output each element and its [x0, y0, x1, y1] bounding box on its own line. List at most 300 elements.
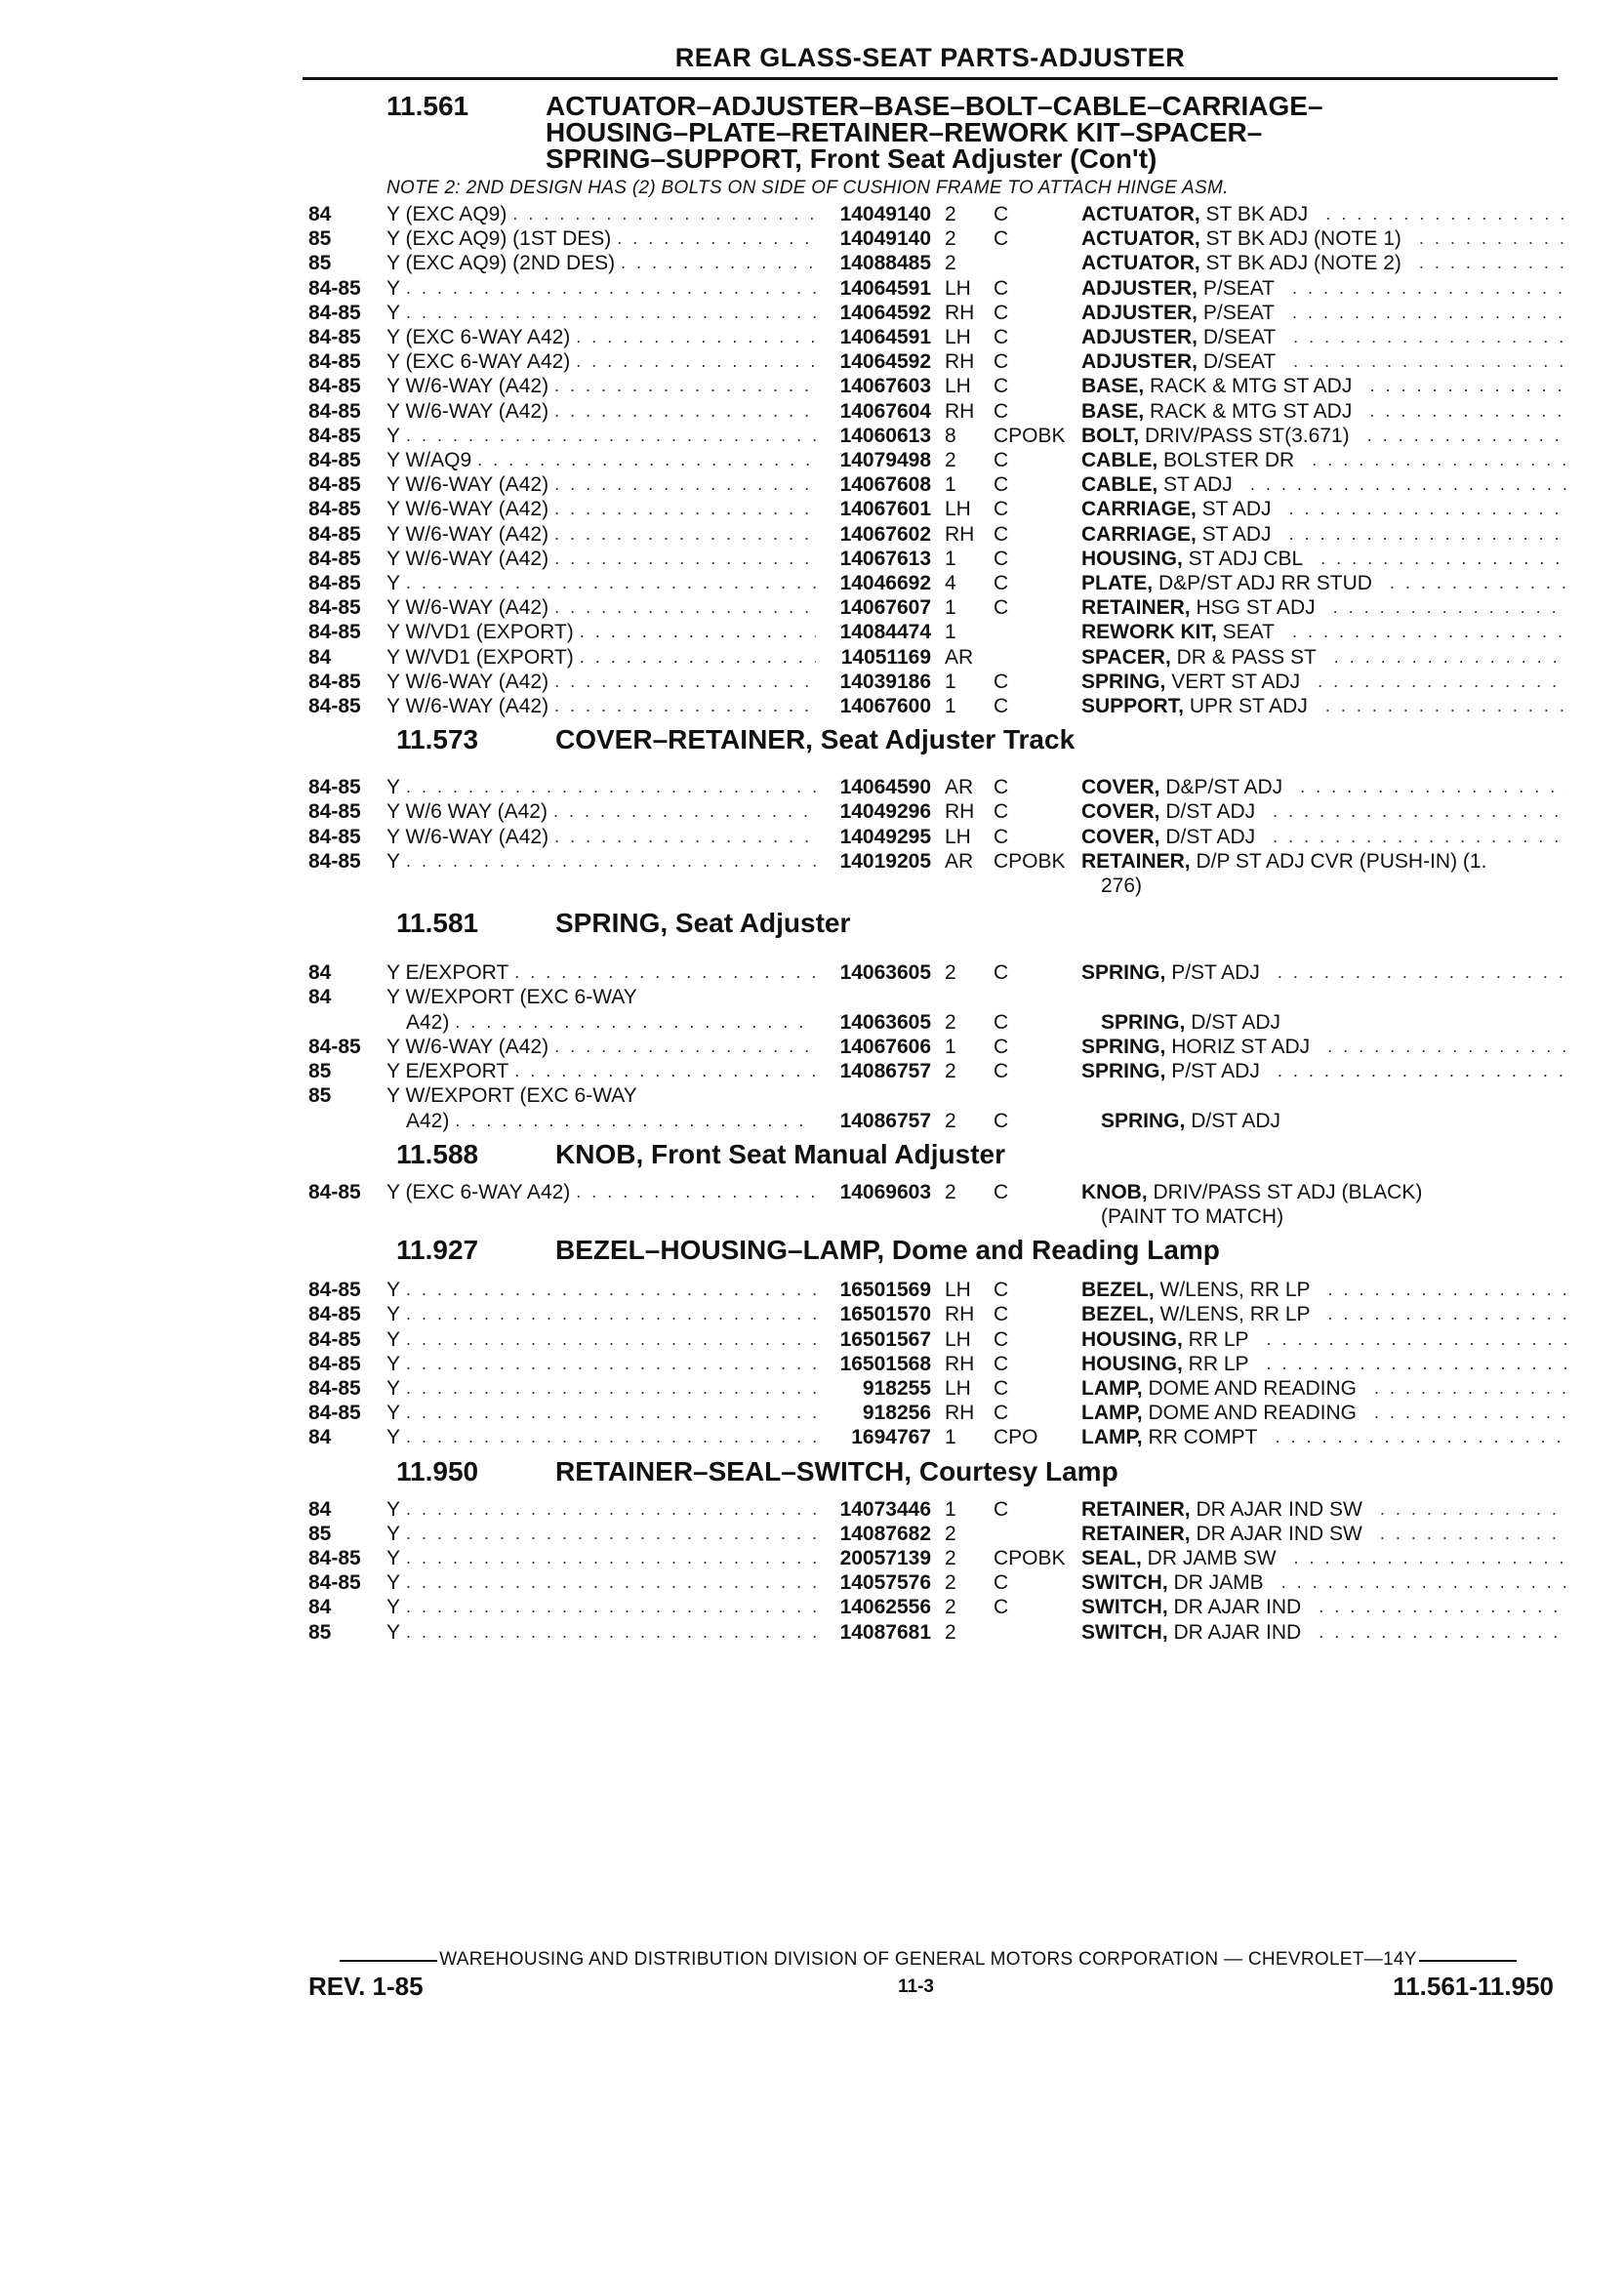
model-year: 84	[308, 203, 332, 225]
class-code: C	[994, 449, 1009, 472]
vehicle-model	[386, 472, 816, 497]
class-code: C	[994, 203, 1009, 225]
vehicle-model	[386, 825, 816, 849]
part-row	[308, 301, 1567, 325]
part-description-text	[1081, 825, 1255, 849]
quantity: 2	[945, 203, 956, 225]
model-year: 84-85	[308, 350, 361, 374]
part-number: 14049295	[839, 825, 931, 848]
quantity: 2	[945, 1522, 956, 1545]
model-year	[308, 1109, 386, 1133]
vehicle-model-text: Y E/EXPORT	[386, 961, 509, 985]
part-description	[1081, 849, 1567, 874]
class-code: C	[994, 1402, 1009, 1425]
part-row	[308, 472, 1567, 497]
model-year: 84-85	[308, 276, 361, 300]
part-row	[308, 349, 1567, 374]
vehicle-model-text: Y	[386, 849, 401, 873]
vehicle-model	[386, 1278, 816, 1302]
part-row	[308, 547, 1567, 571]
leader-dots	[406, 1497, 816, 1522]
part-row	[308, 1327, 1567, 1352]
model-year: 84	[308, 986, 332, 1009]
quantity: AR	[945, 776, 974, 799]
section-title: SPRING, Seat Adjuster	[555, 908, 851, 939]
model-year: 84-85	[308, 1035, 361, 1058]
part-row	[308, 694, 1567, 718]
model-year: 84-85	[308, 596, 361, 620]
vehicle-model	[386, 374, 816, 398]
parts-list	[308, 1180, 1567, 1229]
model-year: 84-85	[308, 326, 361, 349]
part-description	[1081, 424, 1567, 448]
part-number: 14064590	[839, 776, 931, 799]
part-row	[308, 670, 1567, 694]
part-description-text	[1101, 1109, 1280, 1133]
vehicle-model-text: Y W/6-WAY (A42)	[386, 375, 549, 398]
leader-dots	[406, 424, 816, 448]
quantity: 8	[945, 424, 956, 447]
part-description-text	[1081, 1595, 1301, 1619]
leader-dots	[406, 1352, 816, 1376]
vehicle-model	[386, 670, 816, 694]
class-code: CPOBK	[994, 424, 1066, 447]
section-title: KNOB, Front Seat Manual Adjuster	[555, 1138, 1006, 1169]
part-detail: ST ADJ	[1196, 498, 1272, 521]
part-description-text	[1081, 960, 1260, 985]
vehicle-model	[386, 1401, 816, 1425]
part-name: SPRING,	[1101, 1010, 1186, 1034]
part-row	[308, 1595, 1567, 1619]
quantity: 1	[945, 1497, 956, 1521]
part-row	[308, 1010, 1567, 1035]
class-code	[994, 1204, 1081, 1229]
part-description	[1081, 276, 1567, 301]
leader-dots	[1273, 825, 1567, 849]
quantity: 2	[945, 961, 956, 985]
vehicle-model-text: A42)	[406, 1010, 450, 1034]
vehicle-model-text: Y	[386, 1303, 401, 1326]
part-name: RETAINER,	[1081, 596, 1191, 620]
leader-dots	[1292, 301, 1567, 325]
part-row	[308, 399, 1567, 424]
leader-dots	[1419, 251, 1567, 275]
part-row	[308, 1522, 1567, 1546]
part-description	[1081, 1059, 1567, 1083]
class-code	[994, 1620, 1081, 1645]
part-description	[1081, 301, 1567, 325]
vehicle-model	[386, 1302, 816, 1326]
footer-rule-right	[1419, 1960, 1517, 1962]
quantity: 2	[945, 1620, 956, 1644]
vehicle-model-text: Y	[386, 1571, 401, 1595]
part-description	[1081, 1109, 1567, 1133]
vehicle-model-text: Y E/EXPORT	[386, 1060, 509, 1083]
leader-dots	[554, 595, 816, 620]
quantity: 1	[945, 1035, 956, 1058]
model-year: 84-85	[308, 1402, 361, 1425]
part-name: ACTUATOR,	[1081, 203, 1200, 225]
part-description-text	[1081, 620, 1275, 644]
vehicle-model-text: Y	[386, 1620, 401, 1644]
quantity: 2	[945, 1060, 956, 1083]
part-row	[308, 1083, 1567, 1108]
model-year: 84	[308, 961, 332, 985]
part-description	[1081, 799, 1567, 824]
vehicle-model-text: Y	[386, 424, 401, 447]
model-year: 85	[308, 1522, 332, 1545]
part-row	[308, 1059, 1567, 1083]
part-row	[308, 775, 1567, 799]
part-name: SPRING,	[1081, 1035, 1166, 1058]
class-code: C	[994, 399, 1009, 423]
part-name: SWITCH,	[1081, 1596, 1168, 1619]
parts-list	[308, 775, 1567, 898]
vehicle-model	[386, 1425, 816, 1449]
part-detail: ST BK ADJ (NOTE 1)	[1199, 227, 1401, 251]
part-row	[308, 1278, 1567, 1302]
model-year: 84-85	[308, 849, 361, 873]
part-name: HOUSING,	[1081, 547, 1183, 570]
part-description	[1081, 874, 1567, 898]
quantity: 1	[945, 1426, 956, 1449]
part-description	[1081, 472, 1567, 497]
class-code: C	[994, 572, 1009, 595]
quantity: 2	[945, 1571, 956, 1595]
quantity: 1	[945, 547, 956, 570]
quantity: 2	[945, 449, 956, 472]
leader-dots	[1273, 799, 1567, 824]
part-detail: DR AJAR IND	[1167, 1596, 1302, 1619]
part-detail: ST BK ADJ	[1199, 203, 1309, 225]
class-code: C	[994, 227, 1009, 251]
class-code: C	[994, 776, 1009, 799]
model-year: 84-85	[308, 776, 361, 799]
class-code: C	[994, 1376, 1009, 1400]
vehicle-model	[386, 1109, 816, 1133]
part-name: BASE,	[1081, 375, 1145, 398]
vehicle-model	[386, 1204, 816, 1229]
part-detail: RR COMPT	[1142, 1426, 1258, 1449]
leader-dots	[617, 226, 816, 251]
part-description-text	[1081, 670, 1300, 694]
part-number: 14086757	[839, 1109, 931, 1132]
footer-section-range: 11.561-11.950	[1393, 1972, 1554, 2001]
leader-dots	[1267, 1327, 1567, 1352]
class-code: C	[994, 1352, 1009, 1375]
part-description-text	[1081, 547, 1303, 571]
part-description-text	[1081, 276, 1275, 301]
part-number: 16501567	[839, 1327, 931, 1351]
leader-dots	[554, 1035, 816, 1059]
vehicle-model	[386, 547, 816, 571]
part-number: 14019205	[839, 849, 931, 873]
part-detail: P/SEAT	[1198, 276, 1275, 300]
leader-dots	[1293, 349, 1567, 374]
section-note: NOTE 2: 2ND DESIGN HAS (2) BOLTS ON SIDE OF CUSHION FRAME TO ATTACH HINGE ASM.	[386, 178, 1229, 198]
part-number: 14067608	[839, 473, 931, 497]
quantity: AR	[945, 645, 974, 669]
part-detail: RR LP	[1182, 1327, 1249, 1351]
leader-dots	[554, 694, 816, 718]
part-number: 14060613	[839, 424, 931, 447]
part-description-text	[1081, 1180, 1422, 1204]
leader-dots	[1333, 595, 1567, 620]
part-number: 14087682	[839, 1522, 931, 1545]
part-name: SPRING,	[1081, 1060, 1166, 1083]
part-row	[308, 202, 1567, 226]
part-description	[1081, 547, 1567, 571]
part-name: SUPPORT,	[1081, 695, 1185, 718]
part-number	[808, 874, 945, 898]
part-description-text	[1081, 1522, 1362, 1546]
part-number: 16501570	[839, 1303, 931, 1326]
leader-dots	[554, 374, 816, 398]
part-detail: D/ST ADJ	[1185, 1010, 1280, 1034]
part-name: ADJUSTER,	[1081, 326, 1198, 349]
model-year: 84-85	[308, 1279, 361, 1302]
part-description	[1081, 960, 1567, 985]
leader-dots	[406, 301, 816, 325]
class-code: C	[994, 825, 1009, 848]
section-title: ACTUATOR–ADJUSTER–BASE–BOLT–CABLE–CARRIAGE– HOUSING–PLATE–RETAINER–REWORK KIT–SPACER– SPRING–SUPPORT, Front Seat Adjuster (Con't)	[546, 91, 1323, 174]
model-year: 84	[308, 645, 332, 669]
vehicle-model	[386, 620, 816, 644]
part-description	[1081, 1327, 1567, 1352]
part-number: 14079498	[839, 449, 931, 472]
footer-rule-left	[340, 1960, 437, 1962]
part-name: HOUSING,	[1081, 1327, 1183, 1351]
class-code: CPO	[994, 1426, 1038, 1449]
part-number: 918256	[862, 1402, 931, 1425]
quantity: 2	[945, 1010, 956, 1034]
vehicle-model-text: Y (EXC AQ9) (1ST DES)	[386, 227, 612, 251]
part-number: 14049296	[839, 800, 931, 824]
part-description-text	[1081, 424, 1350, 448]
class-code: CPOBK	[994, 849, 1066, 873]
leader-dots	[1275, 1425, 1567, 1449]
part-description-text	[1081, 694, 1308, 718]
part-description-text	[1081, 1570, 1264, 1595]
part-description	[1081, 571, 1567, 595]
part-description-text	[1081, 1376, 1357, 1401]
part-detail: (PAINT TO MATCH)	[1101, 1204, 1284, 1228]
part-detail: ST ADJ	[1157, 473, 1233, 497]
vehicle-model	[386, 1376, 816, 1401]
part-number: 14063605	[839, 961, 931, 985]
part-row	[308, 1352, 1567, 1376]
section-title: BEZEL–HOUSING–LAMP, Dome and Reading Lamp	[555, 1235, 1220, 1266]
part-description	[1081, 251, 1567, 275]
part-description-text	[1081, 472, 1233, 497]
leader-dots	[406, 1570, 816, 1595]
part-detail: SEAT	[1216, 621, 1275, 644]
part-name: RETAINER,	[1081, 1522, 1191, 1545]
part-description	[1081, 825, 1567, 849]
vehicle-model-text: Y	[386, 1376, 401, 1400]
part-detail: DR JAMB	[1167, 1571, 1264, 1595]
part-detail: DR & PASS ST	[1170, 645, 1317, 669]
leader-dots	[406, 1546, 816, 1570]
part-name: SWITCH,	[1081, 1620, 1168, 1644]
leader-dots	[406, 1278, 816, 1302]
part-description-text	[1081, 202, 1308, 226]
section-11-927	[308, 1237, 1567, 1449]
vehicle-model	[386, 1083, 816, 1108]
quantity: 2	[945, 1180, 956, 1203]
section-header	[308, 1455, 1567, 1486]
model-year: 84-85	[308, 473, 361, 497]
model-year: 84-85	[308, 825, 361, 848]
class-code: C	[994, 375, 1009, 398]
part-description	[1081, 522, 1567, 547]
class-code: C	[994, 695, 1009, 718]
leader-dots	[455, 1109, 816, 1133]
part-description	[1081, 374, 1567, 398]
leader-dots	[406, 571, 816, 595]
quantity: LH	[945, 1376, 971, 1400]
part-description	[1081, 325, 1567, 349]
vehicle-model-text: Y	[386, 276, 401, 300]
part-description-text	[1081, 799, 1255, 824]
vehicle-model-text: Y	[386, 1546, 401, 1569]
leader-dots	[1328, 1302, 1567, 1326]
part-description	[1081, 985, 1567, 1009]
class-code: C	[994, 1180, 1009, 1203]
part-description	[1081, 595, 1567, 620]
vehicle-model	[386, 1522, 816, 1546]
leader-dots	[1288, 497, 1567, 521]
part-name: COVER,	[1081, 800, 1160, 824]
part-description-text	[1081, 1302, 1311, 1326]
part-detail: ST BK ADJ (NOTE 2)	[1199, 252, 1401, 275]
part-description-text	[1081, 251, 1401, 275]
section-11-950	[308, 1455, 1567, 1645]
vehicle-model-text: Y	[386, 1522, 401, 1545]
vehicle-model-text: Y W/6-WAY (A42)	[386, 825, 549, 848]
leader-dots	[1278, 960, 1567, 985]
vehicle-model	[386, 874, 816, 898]
section-11-581	[308, 910, 1567, 1132]
footer-division	[308, 1949, 1548, 1971]
vehicle-model	[386, 1327, 816, 1352]
part-name: BEZEL,	[1081, 1303, 1155, 1326]
part-number: 14051169	[840, 645, 931, 669]
section-header	[308, 1237, 1567, 1264]
part-detail: DR AJAR IND SW	[1190, 1522, 1362, 1545]
vehicle-model	[386, 799, 816, 824]
vehicle-model-text: Y W/VD1 (EXPORT)	[386, 621, 574, 644]
vehicle-model	[386, 349, 816, 374]
part-row	[308, 799, 1567, 824]
vehicle-model	[386, 595, 816, 620]
part-detail: DR JAMB SW	[1141, 1546, 1277, 1569]
part-detail: ST ADJ CBL	[1182, 547, 1304, 570]
part-description	[1081, 1401, 1567, 1425]
leader-dots	[1267, 1352, 1567, 1376]
part-detail: D&P/ST ADJ RR STUD	[1153, 572, 1372, 595]
leader-dots	[554, 497, 816, 521]
leader-dots	[1281, 1570, 1567, 1595]
part-number: 14067613	[839, 547, 931, 570]
model-year: 84-85	[308, 1376, 361, 1400]
part-description	[1081, 1620, 1567, 1645]
part-detail: W/LENS, RR LP	[1154, 1279, 1311, 1302]
part-number: 14062556	[839, 1596, 931, 1619]
class-code: C	[994, 1596, 1009, 1619]
leader-dots	[580, 645, 816, 670]
part-number: 20057139	[839, 1546, 931, 1569]
part-detail: DOME AND READING	[1142, 1402, 1357, 1425]
part-name: BASE,	[1081, 399, 1145, 423]
class-code	[994, 620, 1081, 644]
quantity: 1	[945, 473, 956, 497]
part-row	[308, 874, 1567, 898]
part-number: 14067603	[839, 375, 931, 398]
part-row	[308, 325, 1567, 349]
vehicle-model	[386, 775, 816, 799]
vehicle-model	[386, 1035, 816, 1059]
part-description	[1081, 1204, 1567, 1229]
section-number: 11.950	[396, 1455, 479, 1486]
part-description	[1081, 620, 1567, 644]
part-number: 14086757	[839, 1060, 931, 1083]
part-description-text	[1081, 1497, 1362, 1522]
model-year: 84-85	[308, 670, 361, 693]
part-detail: P/ST ADJ	[1165, 1060, 1260, 1083]
leader-dots	[1380, 1497, 1567, 1522]
part-name: COVER,	[1081, 776, 1160, 799]
part-description-text	[1081, 374, 1352, 398]
part-row	[308, 1180, 1567, 1204]
vehicle-model	[386, 202, 816, 226]
model-year: 84-85	[308, 621, 361, 644]
part-row	[308, 1546, 1567, 1570]
part-row	[308, 849, 1567, 874]
parts-list	[308, 202, 1567, 718]
footer-revision: REV. 1-85	[308, 1972, 424, 2001]
part-description	[1081, 1278, 1567, 1302]
model-year: 85	[308, 1084, 332, 1108]
part-name: BOLT,	[1081, 424, 1140, 447]
part-row	[308, 522, 1567, 547]
part-row	[308, 226, 1567, 251]
vehicle-model	[386, 960, 816, 985]
leader-dots	[406, 1401, 816, 1425]
part-description	[1081, 349, 1567, 374]
section-header	[308, 1138, 1567, 1169]
leader-dots	[554, 670, 816, 694]
quantity: LH	[945, 1327, 971, 1351]
section-number: 11.581	[396, 908, 479, 939]
vehicle-model-text: Y	[386, 1497, 401, 1521]
vehicle-model-text: Y (EXC AQ9)	[386, 203, 508, 225]
leader-dots	[1288, 522, 1567, 547]
part-detail: D/ST ADJ	[1159, 825, 1256, 848]
part-name: LAMP,	[1081, 1402, 1143, 1425]
vehicle-model	[386, 1546, 816, 1570]
leader-dots	[554, 399, 816, 424]
vehicle-model-text: Y W/6-WAY (A42)	[386, 596, 549, 620]
part-description	[1081, 1570, 1567, 1595]
part-row	[308, 1497, 1567, 1522]
part-description	[1081, 1497, 1567, 1522]
part-number: 14067602	[839, 522, 931, 546]
part-description	[1081, 1083, 1567, 1108]
vehicle-model-text: Y	[386, 776, 401, 799]
model-year: 84-85	[308, 449, 361, 472]
vehicle-model	[386, 1570, 816, 1595]
